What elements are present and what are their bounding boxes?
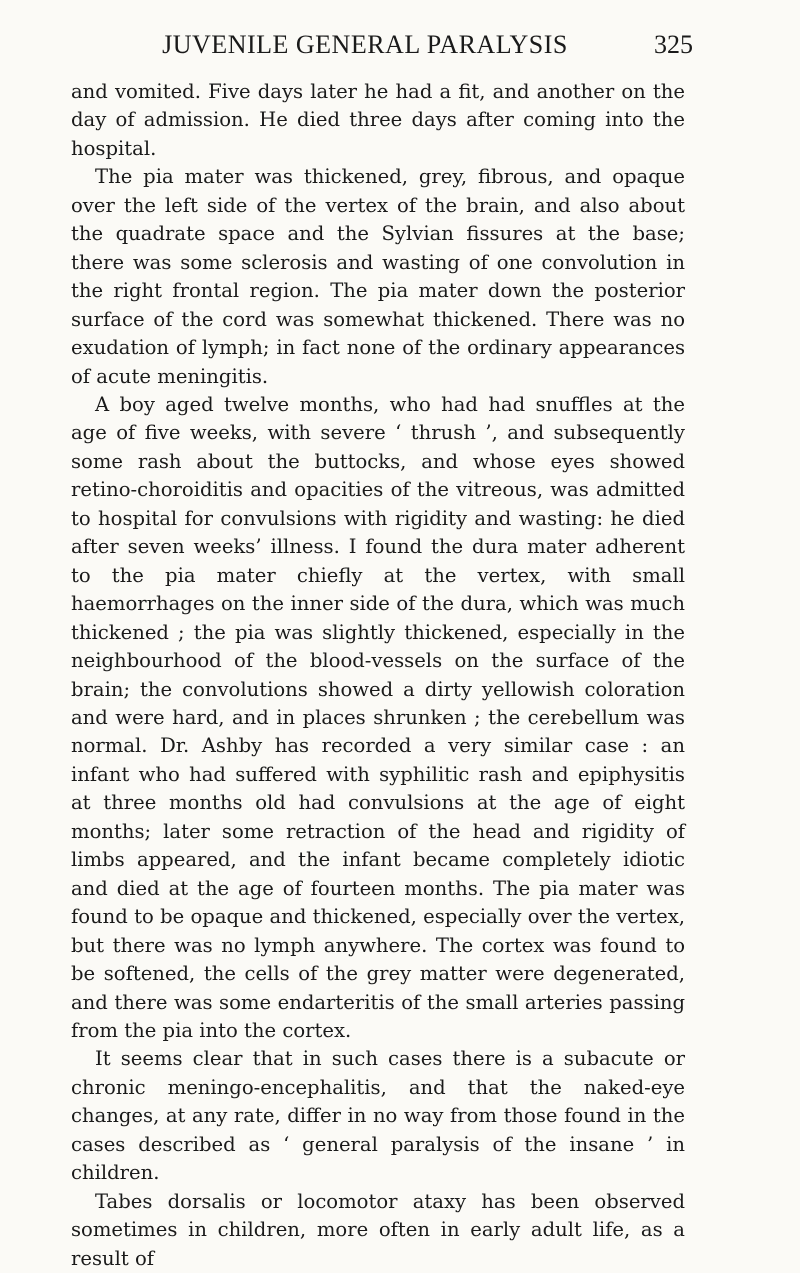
paragraph-tabes-dorsalis: Tabes dorsalis or locomotor ataxy has been observed sometimes in children, more often in early adult life, as a result of [71,1189,685,1270]
paragraph-meningo-encephalitis: It seems clear that in such cases there is a subacute or chronic meningo-encephalitis, and that the naked-eye changes, at any rate, differ in no way from those found in the cases described as ‘ general paralysis of the insane ’ in children. [71,1047,685,1185]
paragraph-case-boy: A boy aged twelve months, who had had snuffles at the age of five weeks, with severe ‘ thrush ’, and subsequently some rash about the buttocks, and whose eyes showed retino-choroiditis and opacities of the vitreous, was admitted to hospital for convulsions with rigidity and wasting: he died after seven weeks’ illness. I found the dura mater adherent to the pia mater chiefly at the vertex, with small haemorrhages on the inner side of the dura, which was much thickened ; the pia was slightly thickened, especially in the neighbourhood of the blood-vessels on the surface of the brain; the convolutions showed a dirty yellowish coloration and were hard, and in places shrunken ; the cerebellum was normal. Dr. Ashby has recorded a very similar case : an infant who had suffered with syphilitic rash and epiphysitis at three months old had convulsions at the age of eight months; later some retraction of the head and rigidity of limbs appeared, and the infant became completely idiotic and died at the age of fourteen months. The pia mater was found to be opaque and thickened, especially over the vertex, but there was no lymph anywhere. The cortex was found to be softened, the cells of the grey matter were degenerated, and there was some endarteritis of the small arteries passing from the pia into the cortex. [71,392,685,1042]
body-text [71,78,685,1273]
running-title: JUVENILE GENERAL PARALYSIS [162,30,568,59]
running-head [0,30,800,62]
paragraph-continuation: and vomited. Five days later he had a fit, and another on the day of admission. He died three days after coming into the hospital. [71,80,685,160]
page-number: 325 [654,30,693,59]
paragraph-pia-mater: The pia mater was thickened, grey, fibrous, and opaque over the left side of the vertex of the brain, and also about the quadrate space and the Sylvian fissures at the base; there was some sclerosis and wasting of one convolution in the right frontal region. The pia mater down the posterior surface of the cord was somewhat thickened. There was no exudation of lymph; in fact none of the ordinary appearances of acute meningitis. [71,165,685,388]
